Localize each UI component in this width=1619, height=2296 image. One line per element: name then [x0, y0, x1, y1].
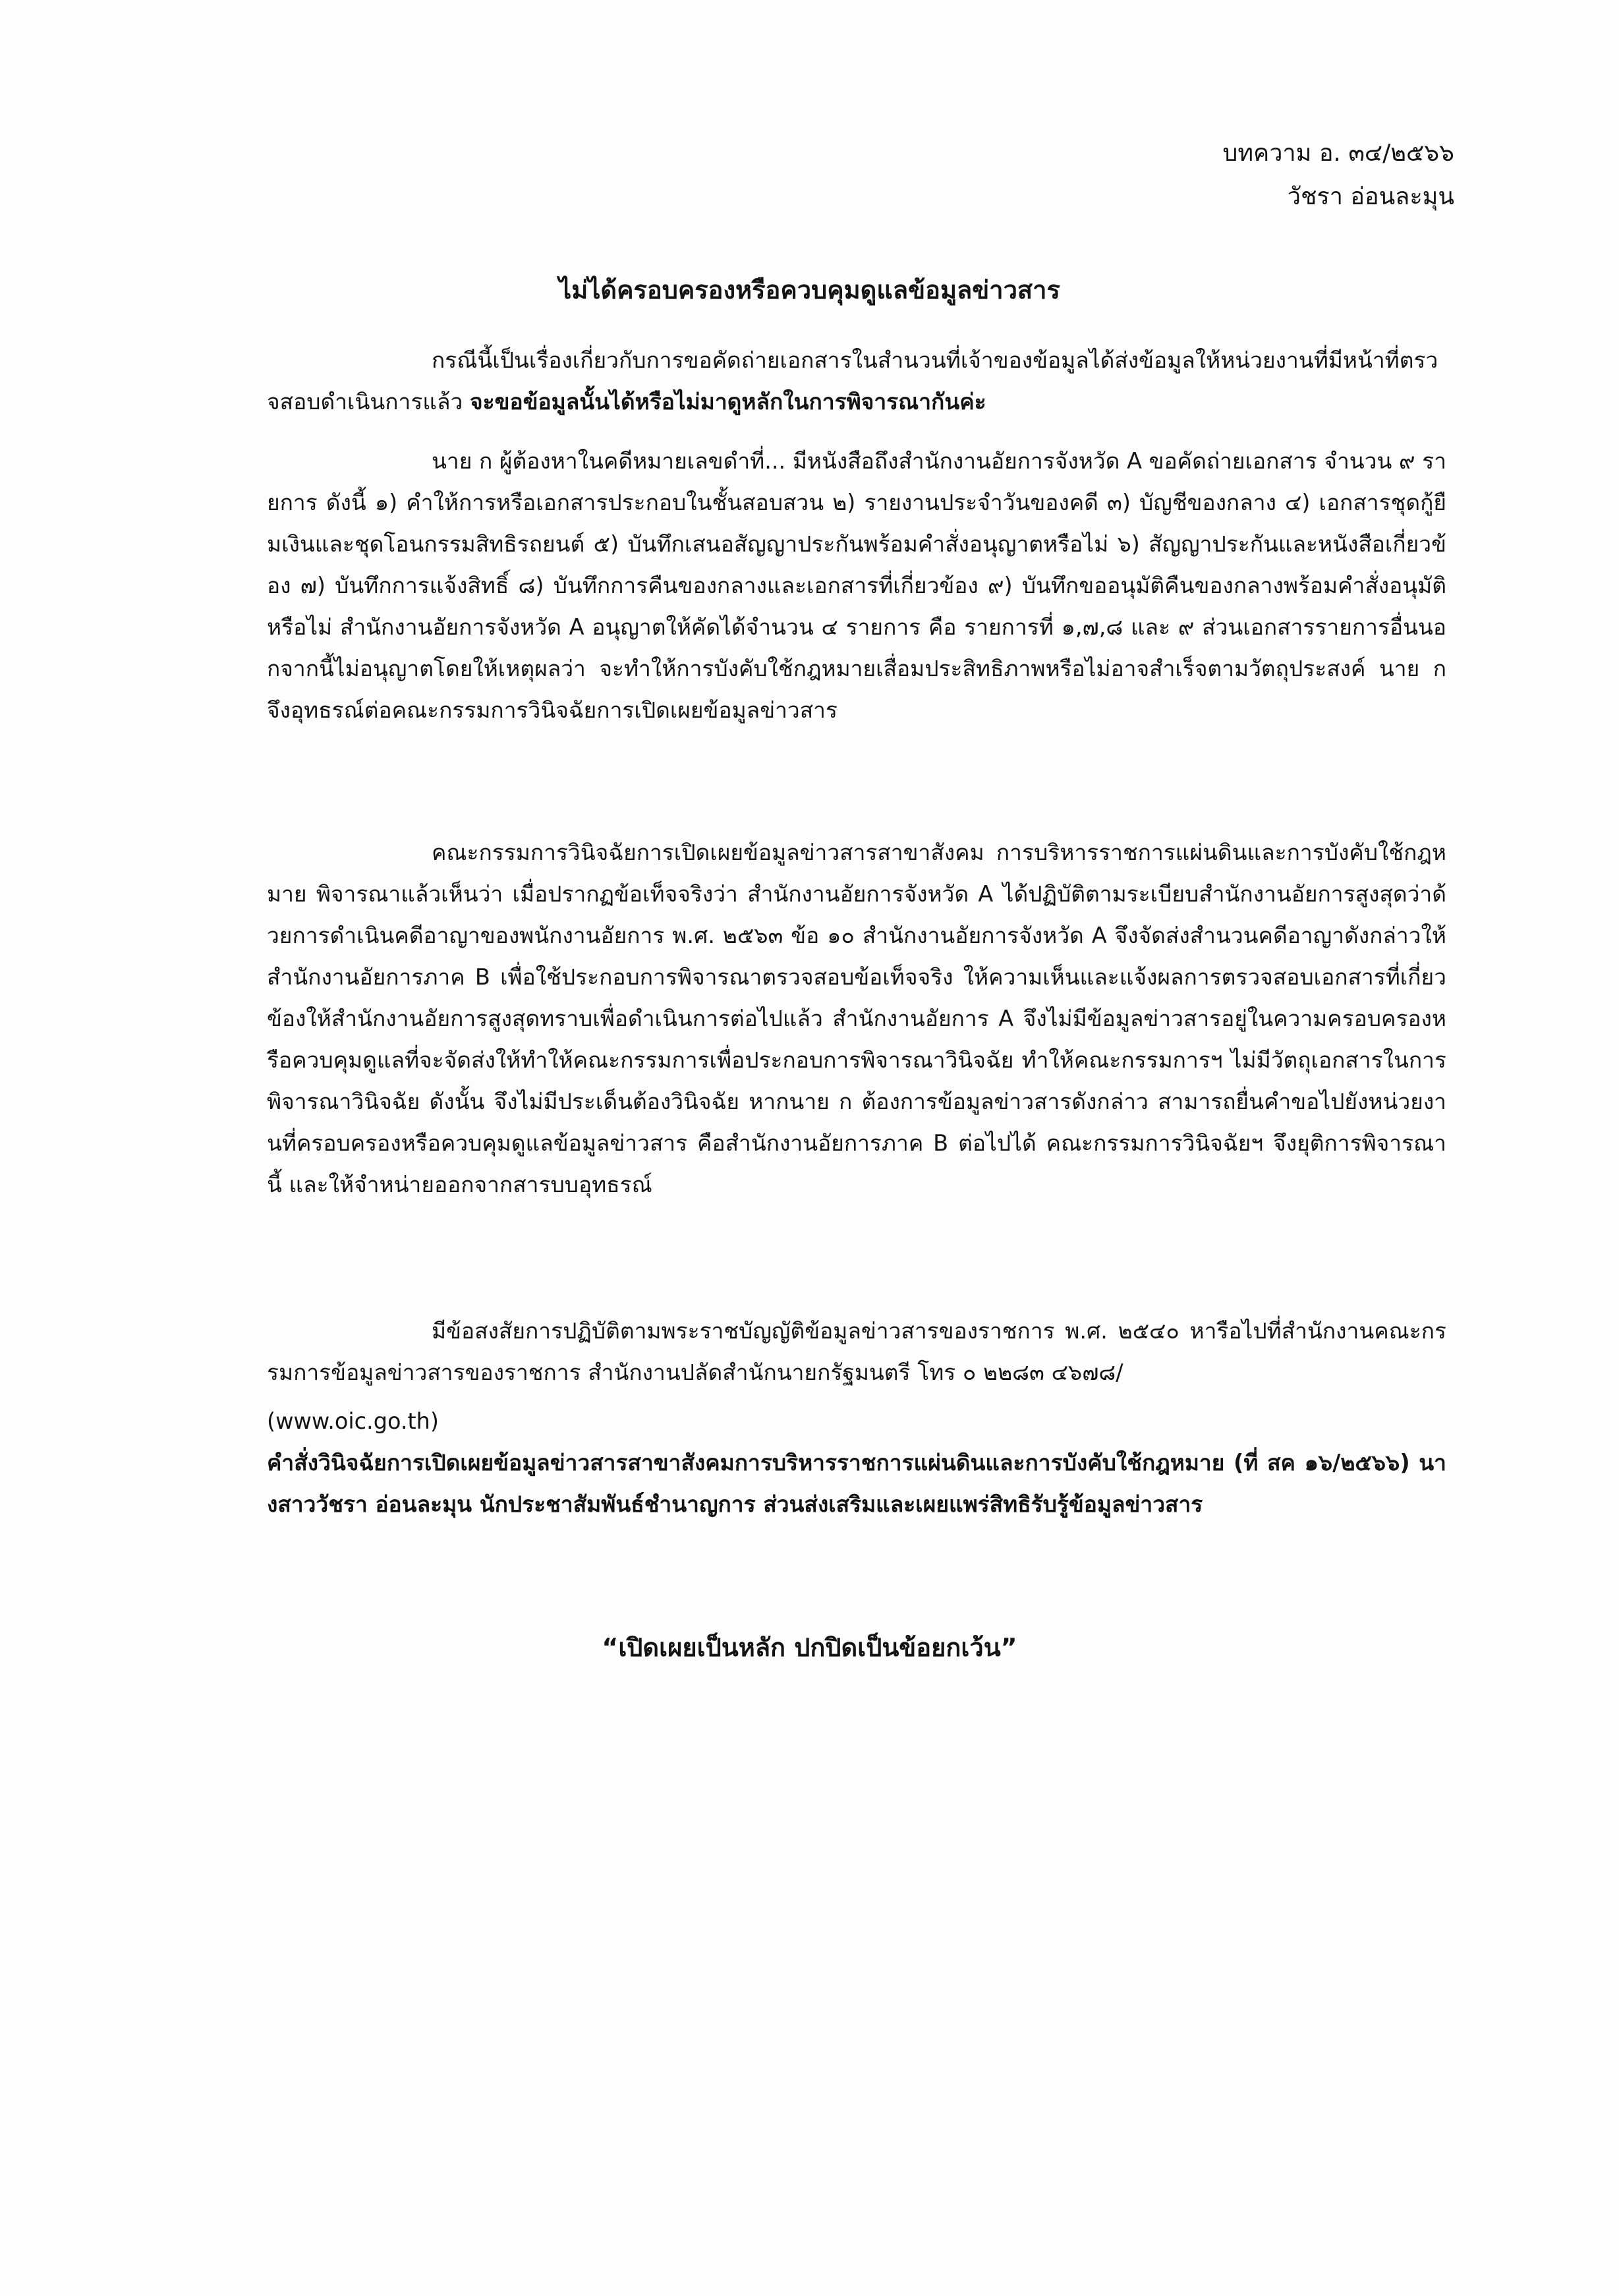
- contact-paragraph: [267, 1310, 1446, 1393]
- case-facts-text: นาย ก ผู้ต้องหาในคดีหมายเลขดำที่... มีหนังสือถึงสำนักงานอัยการจังหวัด A ขอคัดถ่ายเอกสาร จำนวน ๙ รายการ ดังนี้ ๑) คำให้การหรือเอกสารประกอบในชั้นสอบสวน ๒) รายงานประจำวันของคดี ๓) บัญชีของกลาง ๔) เอกสารชุดกู้ยืมเงินและชุดโอนกรรมสิทธิรถยนต์ ๕) บันทึกเสนอสัญญาประกันพร้อมคำสั่งอนุญาตหรือไม่ ๖) สัญญาประกันและหนังสือเกี่ยวข้อง ๗) บันทึกการแจ้งสิทธิ์ ๘) บันทึกการคืนของกลางและเอกสารที่เกี่ยวข้อง ๙) บันทึกขออนุมัติคืนของกลางพร้อมคำสั่งอนุมัติหรือไม่ สำนักงานอัยการจังหวัด A อนุญาตให้คัดได้จำนวน ๔ รายการ คือ รายการที่ ๑,๗,๘ และ ๙ ส่วนเอกสารรายการอื่นนอกจากนี้ไม่อนุญาตโดยให้เหตุผลว่า จะทำให้การบังคับใช้กฎหมายเสื่อมประสิทธิภาพหรือไม่อาจสำเร็จตามวัตถุประสงค์ นาย ก จึงอุทธรณ์ต่อคณะกรรมการวินิจฉัยการเปิดเผยข้อมูลข่าวสาร: [267, 448, 1447, 723]
- author-name: วัชรา อ่อนละมุน: [1287, 183, 1454, 210]
- document-header: [1223, 132, 1454, 219]
- closing-motto: “เปิดเผยเป็นหลัก ปกปิดเป็นข้อยกเว้น”: [602, 1633, 1017, 1662]
- document-title: ไม่ได้ครอบครองหรือควบคุมดูแลข้อมูลข่าวสาร: [559, 275, 1060, 304]
- intro-text: กรณีนี้เป็นเรื่องเกี่ยวกับการขอคัดถ่ายเอกสารในสำนวนที่เจ้าของข้อมูลได้ส่งข้อมูลให้หน่วยงานที่มีหน้าที่ตรวจสอบดำเนินการแล้ว: [267, 347, 1438, 415]
- committee-decision-text: คณะกรรมการวินิจฉัยการเปิดเผยข้อมูลข่าวสารสาขาสังคม การบริหารราชการแผ่นดินและการบังคับใช้กฎหมาย พิจารณาแล้วเห็นว่า เมื่อปรากฏข้อเท็จจริงว่า สำนักงานอัยการจังหวัด A ได้ปฏิบัติตามระเบียบสำนักงานอัยการสูงสุดว่าด้วยการดำเนินคดีอาญาของพนักงานอัยการ พ.ศ. ๒๕๖๓ ข้อ ๑๐ สำนักงานอัยการจังหวัด A จึงจัดส่งสำนวนคดีอาญาดังกล่าวให้สำนักงานอัยการภาค B เพื่อใช้ประกอบการพิจารณาตรวจสอบข้อเท็จจริง ให้ความเห็นและแจ้งผลการตรวจสอบเอกสารที่เกี่ยวข้องให้สำนักงานอัยการสูงสุดทราบเพื่อดำเนินการต่อไปแล้ว สำนักงานอัยการ A จึงไม่มีข้อมูลข่าวสารอยู่ในความครอบครองหรือควบคุมดูแลที่จะจัดส่งให้ทำให้คณะกรรมการเพื่อประกอบการพิจารณาวินิจฉัย ทำให้คณะกรรมการฯ ไม่มีวัตถุเอกสารในการพิจารณาวินิจฉัย ดังนั้น จึงไม่มีประเด็นต้องวินิจฉัย หากนาย ก ต้องการข้อมูลข่าวสารดังกล่าว สามารถยื่นคำขอไปยังหน่วยงานที่ครอบครองหรือควบคุมดูแลข้อมูลข่าวสาร คือสำนักงานอัยการภาค B ต่อไปได้ คณะกรรมการวินิจฉัยฯ จึงยุติการพิจารณานี้ และให้จำหน่ายออกจากสารบบอุทธรณ์: [267, 840, 1446, 1197]
- article-reference: บทความ อ. ๓๔/๒๕๖๖: [1222, 140, 1454, 167]
- case-facts-paragraph: [267, 440, 1446, 731]
- intro-bold-text: จะขอข้อมูลนั้นได้หรือไม่มาดูหลักในการพิจารณากันค่ะ: [469, 389, 986, 415]
- contact-text: มีข้อสงสัยการปฏิบัติตามพระราชบัญญัติข้อมูลข่าวสารของราชการ พ.ศ. ๒๕๔๐ หารือไปที่สำนักงานคณะกรรมการข้อมูลข่าวสารของราชการ สำนักงานปลัดสำนักนายกรัฐมนตรี โทร ๐ ๒๒๘๓ ๔๖๗๘/: [267, 1318, 1446, 1385]
- website-link[interactable]: (www.oic.go.th): [267, 1408, 439, 1434]
- intro-paragraph: [267, 339, 1446, 422]
- ruling-text: คำสั่งวินิจฉัยการเปิดเผยข้อมูลข่าวสารสาขาสังคมการบริหารราชการแผ่นดินและการบังคับใช้กฎหมาย (ที่ สค ๑๖/๒๕๖๖) นางสาววัชรา อ่อนละมุน นักประชาสัมพันธ์ชำนาญการ ส่วนส่งเสริมและเผยแพร่สิทธิรับรู้ข้อมูลข่าวสาร: [267, 1450, 1446, 1517]
- ruling-reference: [267, 1442, 1446, 1525]
- committee-decision-paragraph: [267, 832, 1446, 1205]
